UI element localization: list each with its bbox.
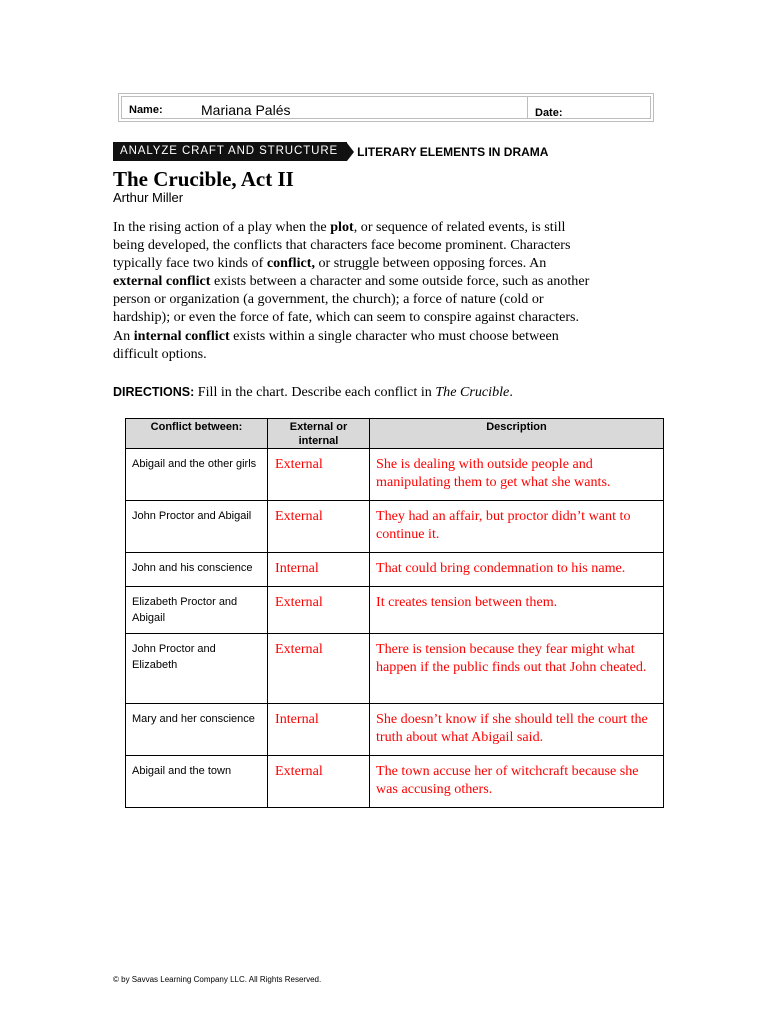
intro-text: exists between a character and some outside force, such as another person or organization (a government, the church); a force of nature (cold or hardship); or even the force of fate, which can seem to conspire against characters. An xyxy=(113,273,590,344)
conflict-between-cell: Mary and her conscience xyxy=(126,704,268,756)
date-cell[interactable] xyxy=(528,97,650,118)
table-row xyxy=(126,501,664,553)
section-banner xyxy=(113,142,548,161)
page-title: The Crucible, Act II xyxy=(113,167,294,191)
conflict-between-cell: John Proctor and Elizabeth xyxy=(126,634,268,704)
conflict-type-cell[interactable]: External xyxy=(268,756,370,808)
copyright-footer: © by Savvas Learning Company LLC. All Rights Reserved. xyxy=(113,975,322,984)
conflict-between-cell: John and his conscience xyxy=(126,553,268,587)
intro-text: exists within a single character who must choose between difficult options. xyxy=(113,327,559,362)
banner-arrow-icon xyxy=(347,143,354,161)
conflict-between-cell: John Proctor and Abigail xyxy=(126,501,268,553)
intro-text: , or sequence of related events, is still being developed, the conflicts that characters face become prominent. Characters typically face two kinds of xyxy=(113,219,571,272)
intro-paragraph xyxy=(113,218,593,363)
term-internal-conflict: internal conflict xyxy=(133,327,230,344)
name-value[interactable]: Mariana Palés xyxy=(201,102,291,118)
conflict-description-cell[interactable]: They had an affair, but proctor didn’t want to continue it. xyxy=(370,501,664,553)
table-row xyxy=(126,634,664,704)
conflict-between-cell: Abigail and the town xyxy=(126,756,268,808)
conflict-description-cell[interactable]: The town accuse her of witchcraft because she was accusing others. xyxy=(370,756,664,808)
conflict-description-cell[interactable]: There is tension because they fear might what happen if the public finds out that John cheated. xyxy=(370,634,664,704)
name-label: Name: xyxy=(129,104,163,116)
conflict-between-cell: Abigail and the other girls xyxy=(126,449,268,501)
directions xyxy=(113,384,513,401)
conflict-description-cell[interactable]: It creates tension between them. xyxy=(370,587,664,634)
header-external-internal: External or internal xyxy=(268,419,370,449)
name-cell xyxy=(122,97,528,118)
table-row xyxy=(126,756,664,808)
directions-label: DIRECTIONS: xyxy=(113,385,195,399)
name-date-box xyxy=(118,93,654,122)
conflict-description-cell[interactable]: She doesn’t know if she should tell the court the truth about what Abigail said. xyxy=(370,704,664,756)
author: Arthur Miller xyxy=(113,190,184,205)
intro-text: In the rising action of a play when the xyxy=(113,219,331,235)
directions-text: Fill in the chart. Describe each conflict in xyxy=(194,384,436,400)
conflict-type-cell[interactable]: Internal xyxy=(268,704,370,756)
date-label: Date: xyxy=(535,107,563,119)
banner-subtitle: LITERARY ELEMENTS IN DRAMA xyxy=(357,144,549,159)
term-external-conflict: external conflict xyxy=(113,273,211,290)
header-description: Description xyxy=(370,419,664,449)
intro-text: or struggle between opposing forces. An xyxy=(314,255,547,272)
directions-end: . xyxy=(509,384,513,400)
term-plot: plot xyxy=(330,219,354,235)
conflict-description-cell[interactable]: She is dealing with outside people and manipulating them to get what she wants. xyxy=(370,449,664,501)
conflict-type-cell[interactable]: External xyxy=(268,587,370,634)
conflict-between-cell: Elizabeth Proctor and Abigail xyxy=(126,587,268,634)
term-conflict: conflict, xyxy=(266,255,315,272)
table-row xyxy=(126,587,664,634)
name-date-inner xyxy=(121,96,651,119)
conflict-type-cell[interactable]: External xyxy=(268,634,370,704)
table-row xyxy=(126,449,664,501)
header-conflict-between: Conflict between: xyxy=(126,419,268,449)
banner-label: ANALYZE CRAFT AND STRUCTURE xyxy=(113,142,347,161)
table-row xyxy=(126,553,664,587)
conflict-type-cell[interactable]: Internal xyxy=(268,553,370,587)
conflict-type-cell[interactable]: External xyxy=(268,501,370,553)
conflict-type-cell[interactable]: External xyxy=(268,449,370,501)
conflict-description-cell[interactable]: That could bring condemnation to his name. xyxy=(370,553,664,587)
chart-header-row xyxy=(126,419,664,449)
directions-work-title: The Crucible xyxy=(435,384,510,400)
table-row xyxy=(126,704,664,756)
conflict-chart xyxy=(125,418,664,808)
